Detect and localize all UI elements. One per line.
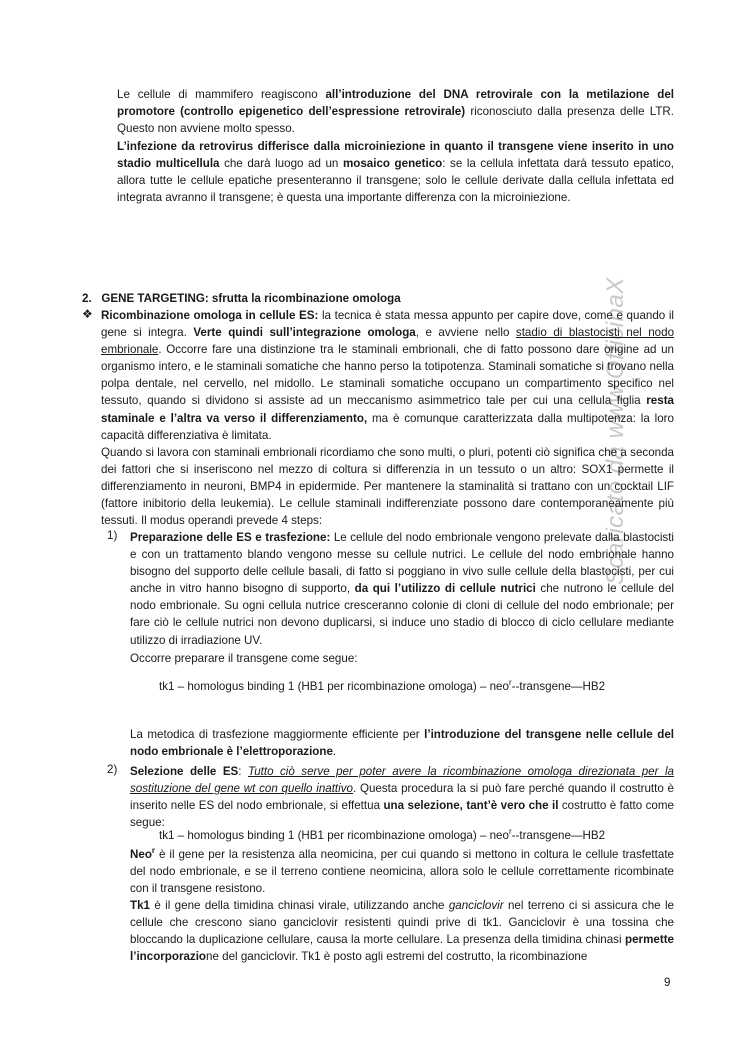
italic-underlined-text: Tutto ciò serve per poter avere la ricombinazione omologa direzionata per la sostituzione del gene wt con quello inattivo [130, 765, 674, 796]
bold-text: Neo [130, 848, 152, 861]
paragraph-retrovirus-infection [117, 138, 674, 206]
section-title: GENE TARGETING: sfrutta la ricombinazione omologa [101, 292, 401, 305]
bold-text: all’introduzione del DNA retrovirale con la metilazione del promotore (controllo epigenetico dell’espressione retrovirale) [117, 88, 674, 119]
text: ne del ganciclovir. Tk1 è posto agli estremi del costrutto, la ricombinazione [206, 950, 588, 964]
bold-text: una selezione, tant’è vero che il [383, 799, 559, 813]
text: Le cellule di mammifero reagiscono [117, 88, 326, 101]
text: Le cellule del nodo embrionale vengono prelevate dalla blastocisti e con un trattamento blando vengono messe su cellule nutrici. Le cellule del nodo embrionale hanno bisogno del supporto delle cellule basali, di fatto si poggiano in vivo sulle cellule della blastocisti, per cui anche in vitro hanno bisogno di supporto, [130, 531, 674, 596]
text: : se la cellula infettata darà tessuto epatico, allora tutte le cellule epatiche presenteranno il transgene; solo le cellule derivate dalla cellula infettata ed integrata avranno il transgene; è questa una importante differenza con la microiniezione. [117, 157, 674, 205]
bold-text: Ricombinazione omologa in cellule ES: [101, 309, 319, 322]
text: ma è comunque caratterizzata dalla multipotenza: la loro capacità differenziativa è limitata. [101, 411, 674, 442]
paragraph-es-recombination [101, 307, 674, 444]
bullet-icon: ❖ [82, 307, 93, 321]
italic-text: ganciclovir [448, 899, 504, 912]
text: costrutto è fatto come segue: [130, 799, 674, 830]
paragraph-retroviral-methylation [117, 86, 674, 137]
bold-text: Tk1 [130, 899, 150, 912]
bold-text: l’introduzione del transgene nelle cellule del nodo embrionale è l’elettroporazione [130, 728, 674, 759]
text: --transgene—HB2 [511, 680, 606, 693]
paragraph-step2 [130, 763, 674, 831]
watermark: Scaricato da www.OfficinaX [602, 277, 629, 585]
paragraph-embryonic-stem-cells: Quando si lavora con staminali embrionali ricordiamo che sono multi, o pluri, potenti ciò significa che a seconda dei fattori che si inseriscono nel mezzo di coltura si differenzia in un tessuto o un altro: SOX1 permette il differenziamento in neuroni, BMP4 in epidermide. Per mantenere la staminalità si trattano con un cocktail LIF (fattore inibitorio della leukemia). Le cellule staminali indifferenziate possono dare contemporaneamente più tessuti. Il modus operandi prevede 4 steps: [101, 446, 674, 528]
text: tk1 – homologus binding 1 (HB1 per ricombinazione omologa) – neo [159, 829, 509, 842]
text: . [332, 745, 337, 759]
text: tk1 – homologus binding 1 (HB1 per ricombinazione omologa) – neo [159, 680, 509, 693]
text: , e avviene nello [415, 326, 516, 340]
text: che darà luogo ad un [219, 157, 343, 171]
construct-formula [159, 680, 605, 693]
step-number: 1) [107, 529, 118, 542]
text: nel terreno ci si assicura che le cellule che crescono siano ganciclovir resistenti quindi prive di tk1. Ganciclovir è una tossina che bloccando la duplicazione cellulare, causa la morte cellulare. La presenza della timidina chinasi [130, 899, 675, 947]
page-number: 9 [664, 976, 671, 989]
section-number: 2. [82, 292, 92, 305]
paragraph-neo-resistance [130, 846, 674, 897]
bold-text: mosaico genetico [342, 157, 443, 171]
paragraph-tk1 [130, 897, 674, 965]
bold-text: Verte quindi sull’integrazione omologa [193, 326, 416, 340]
paragraph-transgene-prep: Occorre preparare il transgene come segue: [130, 652, 358, 665]
text: : [238, 765, 248, 778]
superscript: r [151, 846, 156, 856]
text: che nutrono le cellule del nodo embrionale. Su ogni cellula nutrice cresceranno colonie di cloni di cellule del nodo embrionale; per fare ciò le cellule nutrici non devono duplicarsi, si induce uno stadio di blocco di ciclo cellulare mediante utilizzo di irradiazione UV. [130, 582, 674, 647]
text: La metodica di trasfezione maggiormente efficiente per [130, 728, 425, 741]
step-number: 2) [107, 763, 118, 776]
bold-text: resta staminale e l’altra va verso il differenziamento, [101, 394, 674, 425]
bold-text: Preparazione delle ES e trasfezione: [130, 531, 331, 544]
bold-text: permette l’incorporazio [130, 933, 674, 964]
text: --transgene—HB2 [511, 829, 606, 842]
paragraph-step1 [130, 529, 674, 649]
text: la tecnica è stata messa appunto per capire dove, come e quando il gene si integra. [101, 309, 674, 340]
bold-text: da qui l’utilizzo di cellule nutrici [354, 582, 536, 596]
superscript: r [508, 678, 512, 688]
bold-text: Selezione delle ES [130, 765, 239, 778]
text: . Questa procedura la si può fare perché quando il costrutto è inserito nelle ES del nodo embrionale, si effettua [130, 782, 675, 813]
section-heading [82, 292, 401, 305]
text: è il gene della timidina chinasi virale, utilizzando anche [149, 899, 449, 912]
construct-formula [159, 829, 605, 842]
text: è il gene per la resistenza alla neomicina, per cui quando si mettono in coltura le cellule trasfettate del nodo embrionale, e se il terreno contiene neomicina, allora solo le cellule correttamente ricombinate con il transgene resistono. [130, 848, 674, 896]
underlined-text: stadio di blastocisti nel nodo embrionale [101, 326, 675, 357]
text: riconosciuto dalla presenza delle LTR. Questo non avviene molto spesso. [117, 105, 674, 136]
text: . Occorre fare una distinzione tra le staminali embrionali, che di fatto possono dare origine ad un organismo intero, e le staminali somatiche che hanno perso la totipotenza. Staminali somatiche si trovano nella polpa dentale, nel cervello, nel midollo. Le staminali somatiche occupano un compartimento specifico nel tessuto, quando si dividono si assiste ad un meccanismo asimmetrico tale per cui una cellula figlia [101, 343, 674, 408]
superscript: r [508, 827, 512, 837]
bold-text: L’infezione da retrovirus differisce dalla microiniezione in quanto il transgene viene inserito in uno stadio multicellula [117, 140, 674, 171]
paragraph-electroporation [130, 726, 674, 760]
